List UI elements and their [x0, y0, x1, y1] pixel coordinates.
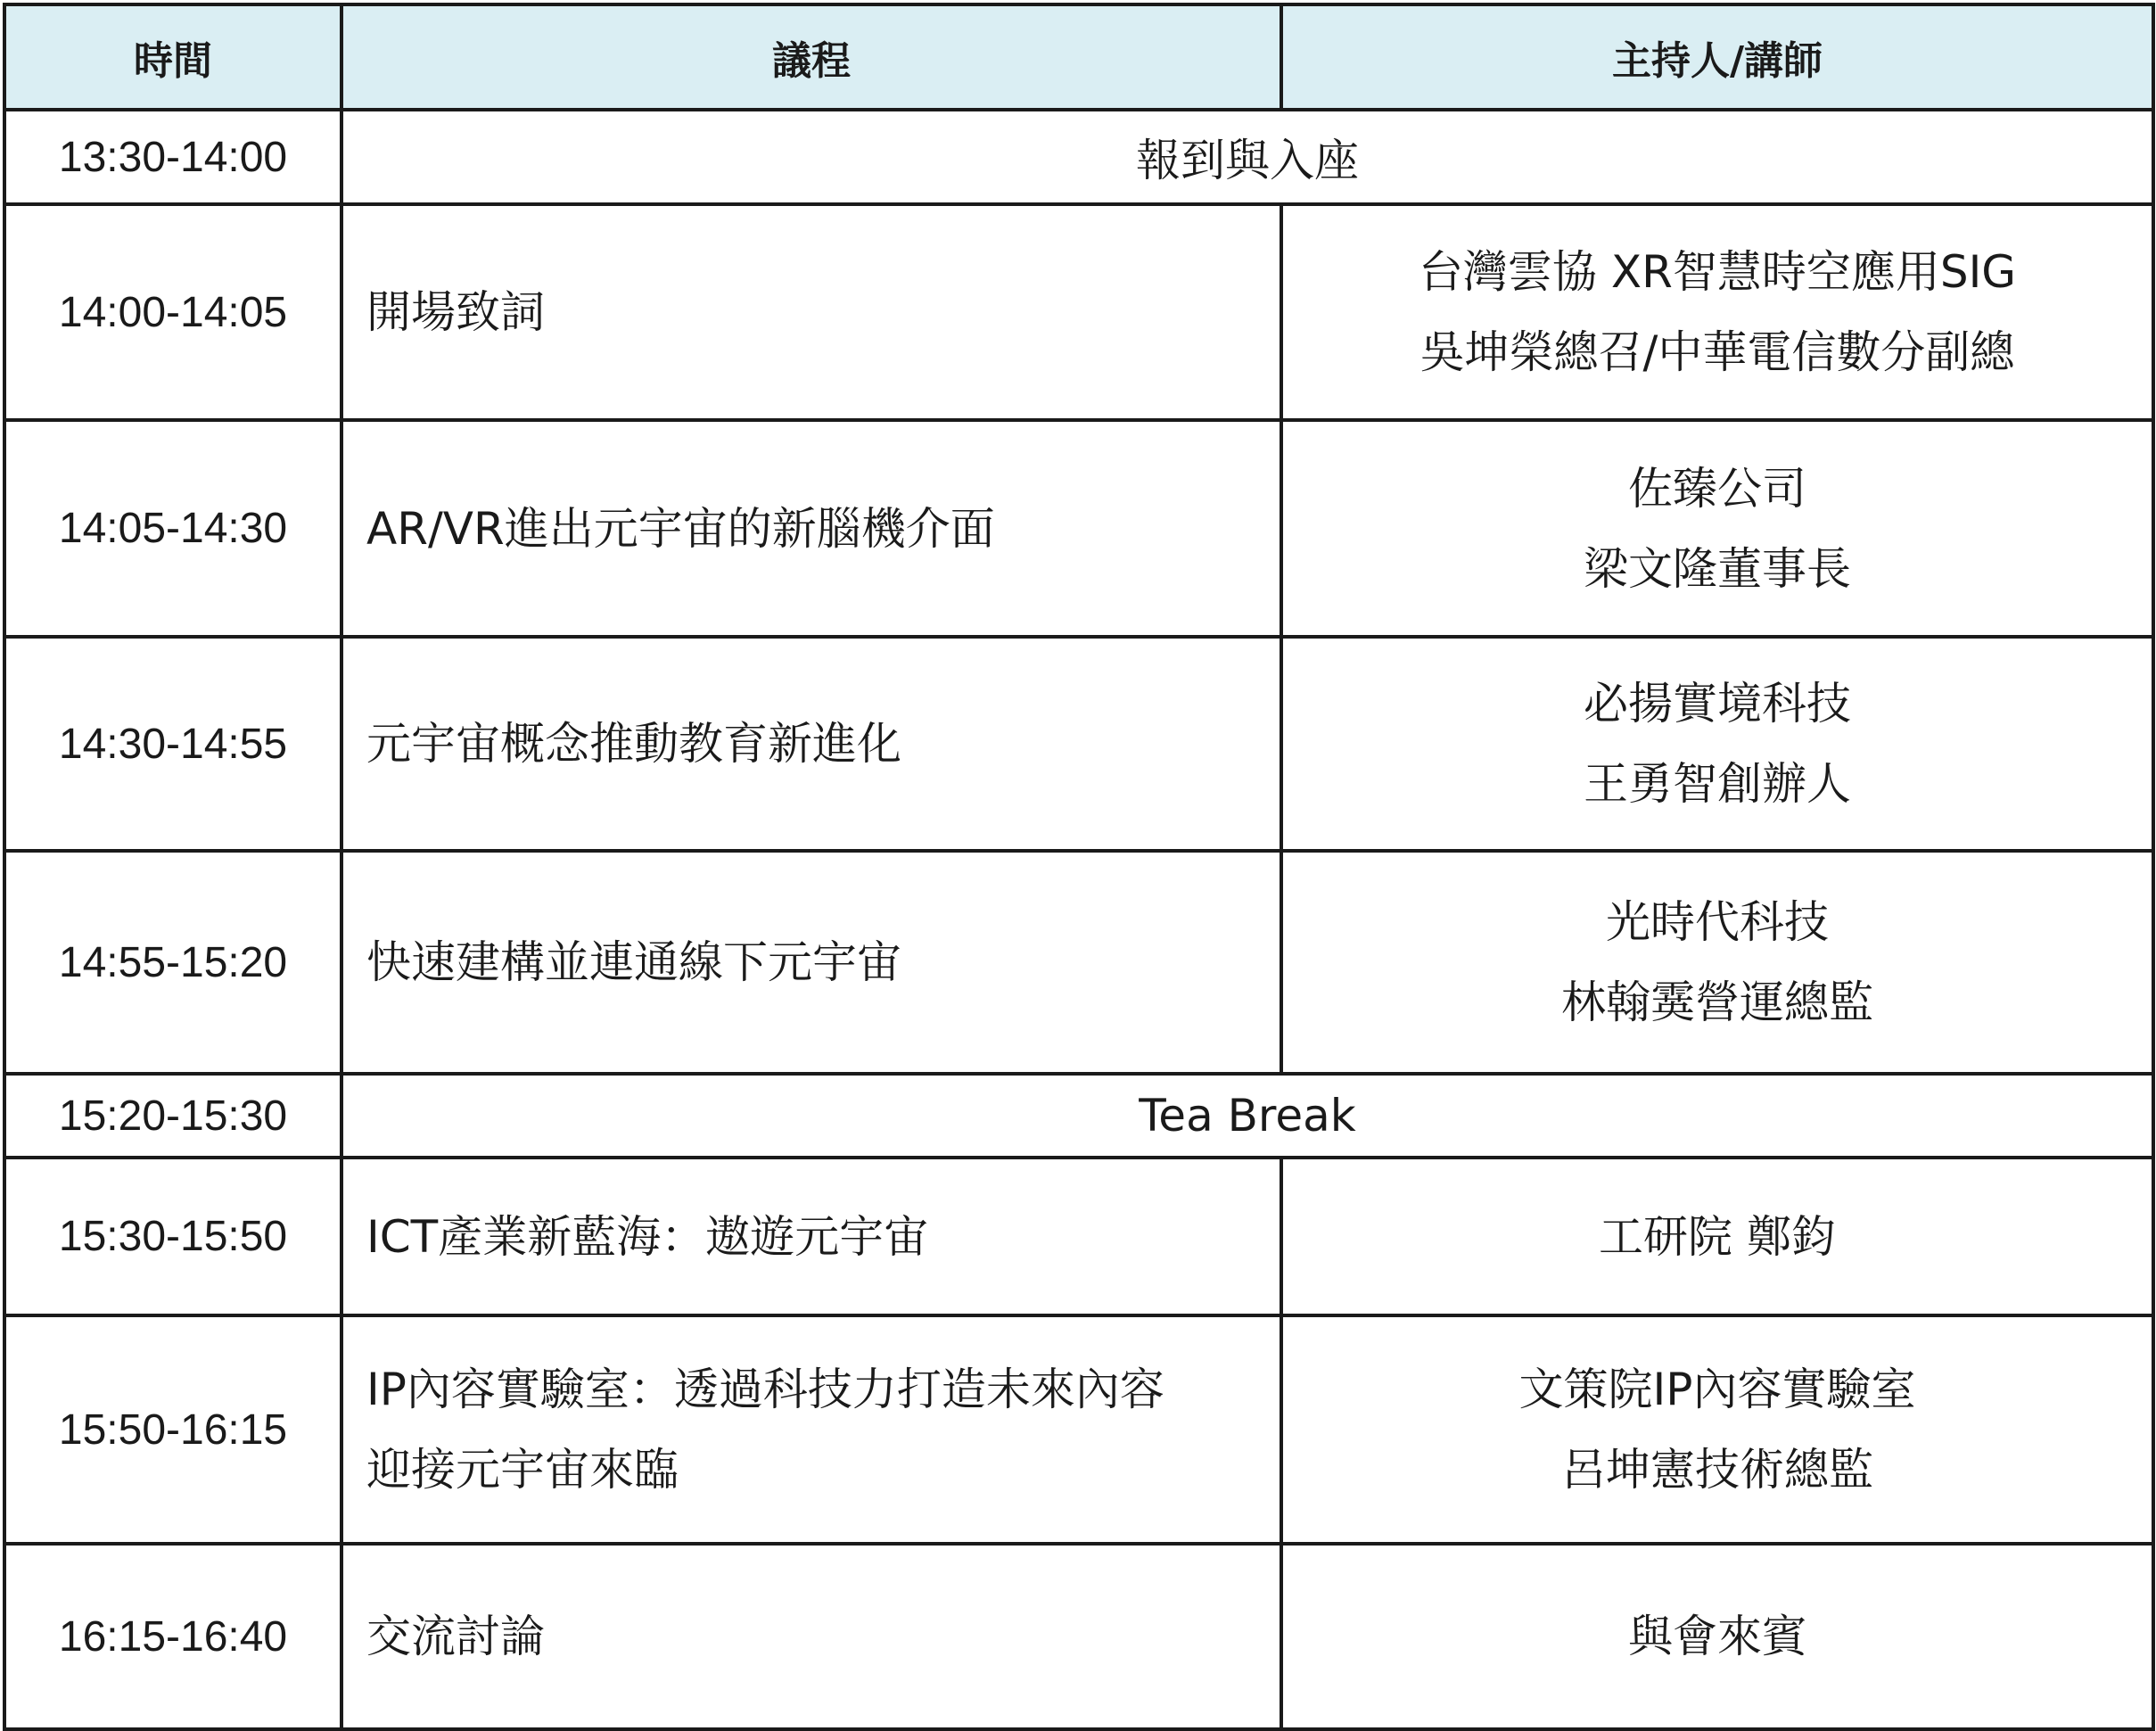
topic-line: AR/VR進出元宇宙的新腦機介面 [366, 502, 995, 555]
topic-cell [342, 1158, 1281, 1315]
speaker-line: 工研院 鄭鈞 [1599, 1210, 1836, 1263]
header-row [4, 4, 2153, 110]
speaker-cell [1281, 637, 2153, 851]
speaker-line: 吳坤榮總召/中華電信數分副總 [1420, 326, 2015, 378]
speaker-line: 必揚實境科技 [1584, 678, 1851, 729]
time-cell: 15:20-15:30 [4, 1074, 342, 1158]
speaker-cell [1281, 1544, 2153, 1729]
time-cell: 15:50-16:15 [4, 1315, 342, 1544]
topic-cell [342, 1315, 1281, 1544]
table-row [4, 1074, 2153, 1158]
table-row [4, 1315, 2153, 1544]
time-cell: 16:15-16:40 [4, 1544, 342, 1729]
topic-cell [342, 1544, 1281, 1729]
table-row [4, 420, 2153, 637]
speaker-line: 林翰霙營運總監 [1561, 977, 1873, 1028]
speaker-line: 梁文隆董事長 [1584, 542, 1851, 595]
topic-line: IP內容實驗室：透過科技力打造未來內容 [366, 1364, 1164, 1415]
checkin-cell: 報到與入座 [342, 110, 2153, 204]
agenda-table [3, 3, 2155, 1731]
time-cell: 14:05-14:30 [4, 420, 342, 637]
table-row [4, 1544, 2153, 1729]
topic-cell [342, 420, 1281, 637]
tea-break-cell: Tea Break [342, 1074, 2153, 1158]
speaker-cell [1281, 851, 2153, 1074]
table-row [4, 851, 2153, 1074]
time-cell: 14:55-15:20 [4, 851, 342, 1074]
topic-line: 交流討論 [366, 1611, 545, 1662]
header-topic: 議程 [342, 4, 1281, 110]
table-row [4, 110, 2153, 204]
topic-line: 迎接元宇宙來臨 [366, 1444, 679, 1496]
header-speaker: 主持人/講師 [1281, 4, 2153, 110]
speaker-line: 呂坤憲技術總監 [1561, 1444, 1873, 1496]
time-cell: 14:30-14:55 [4, 637, 342, 851]
speaker-cell [1281, 420, 2153, 637]
topic-cell [342, 851, 1281, 1074]
time-cell: 15:30-15:50 [4, 1158, 342, 1315]
speaker-line: 王勇智創辦人 [1584, 758, 1851, 810]
topic-line: 快速建構並連通線下元宇宙 [366, 936, 901, 988]
topic-cell [342, 204, 1281, 420]
time-cell: 14:00-14:05 [4, 204, 342, 420]
speaker-cell [1281, 1315, 2153, 1544]
speaker-cell [1281, 204, 2153, 420]
speaker-cell [1281, 1158, 2153, 1315]
topic-line: ICT產業新藍海：遨遊元宇宙 [366, 1210, 929, 1263]
speaker-line: 光時代科技 [1606, 896, 1829, 948]
table-row [4, 637, 2153, 851]
speaker-line: 文策院IP內容實驗室 [1518, 1364, 1916, 1415]
time-cell: 13:30-14:00 [4, 110, 342, 204]
table-row [4, 204, 2153, 420]
speaker-line: 佐臻公司 [1628, 462, 1806, 515]
speaker-line: 台灣雲協 XR智慧時空應用SIG [1418, 246, 2017, 298]
topic-line: 開場致詞 [366, 286, 545, 338]
speaker-line: 與會來賓 [1628, 1611, 1806, 1662]
header-time: 時間 [4, 4, 342, 110]
table-row [4, 1158, 2153, 1315]
topic-line: 元宇宙概念推動教育新進化 [366, 718, 901, 770]
topic-cell [342, 637, 1281, 851]
